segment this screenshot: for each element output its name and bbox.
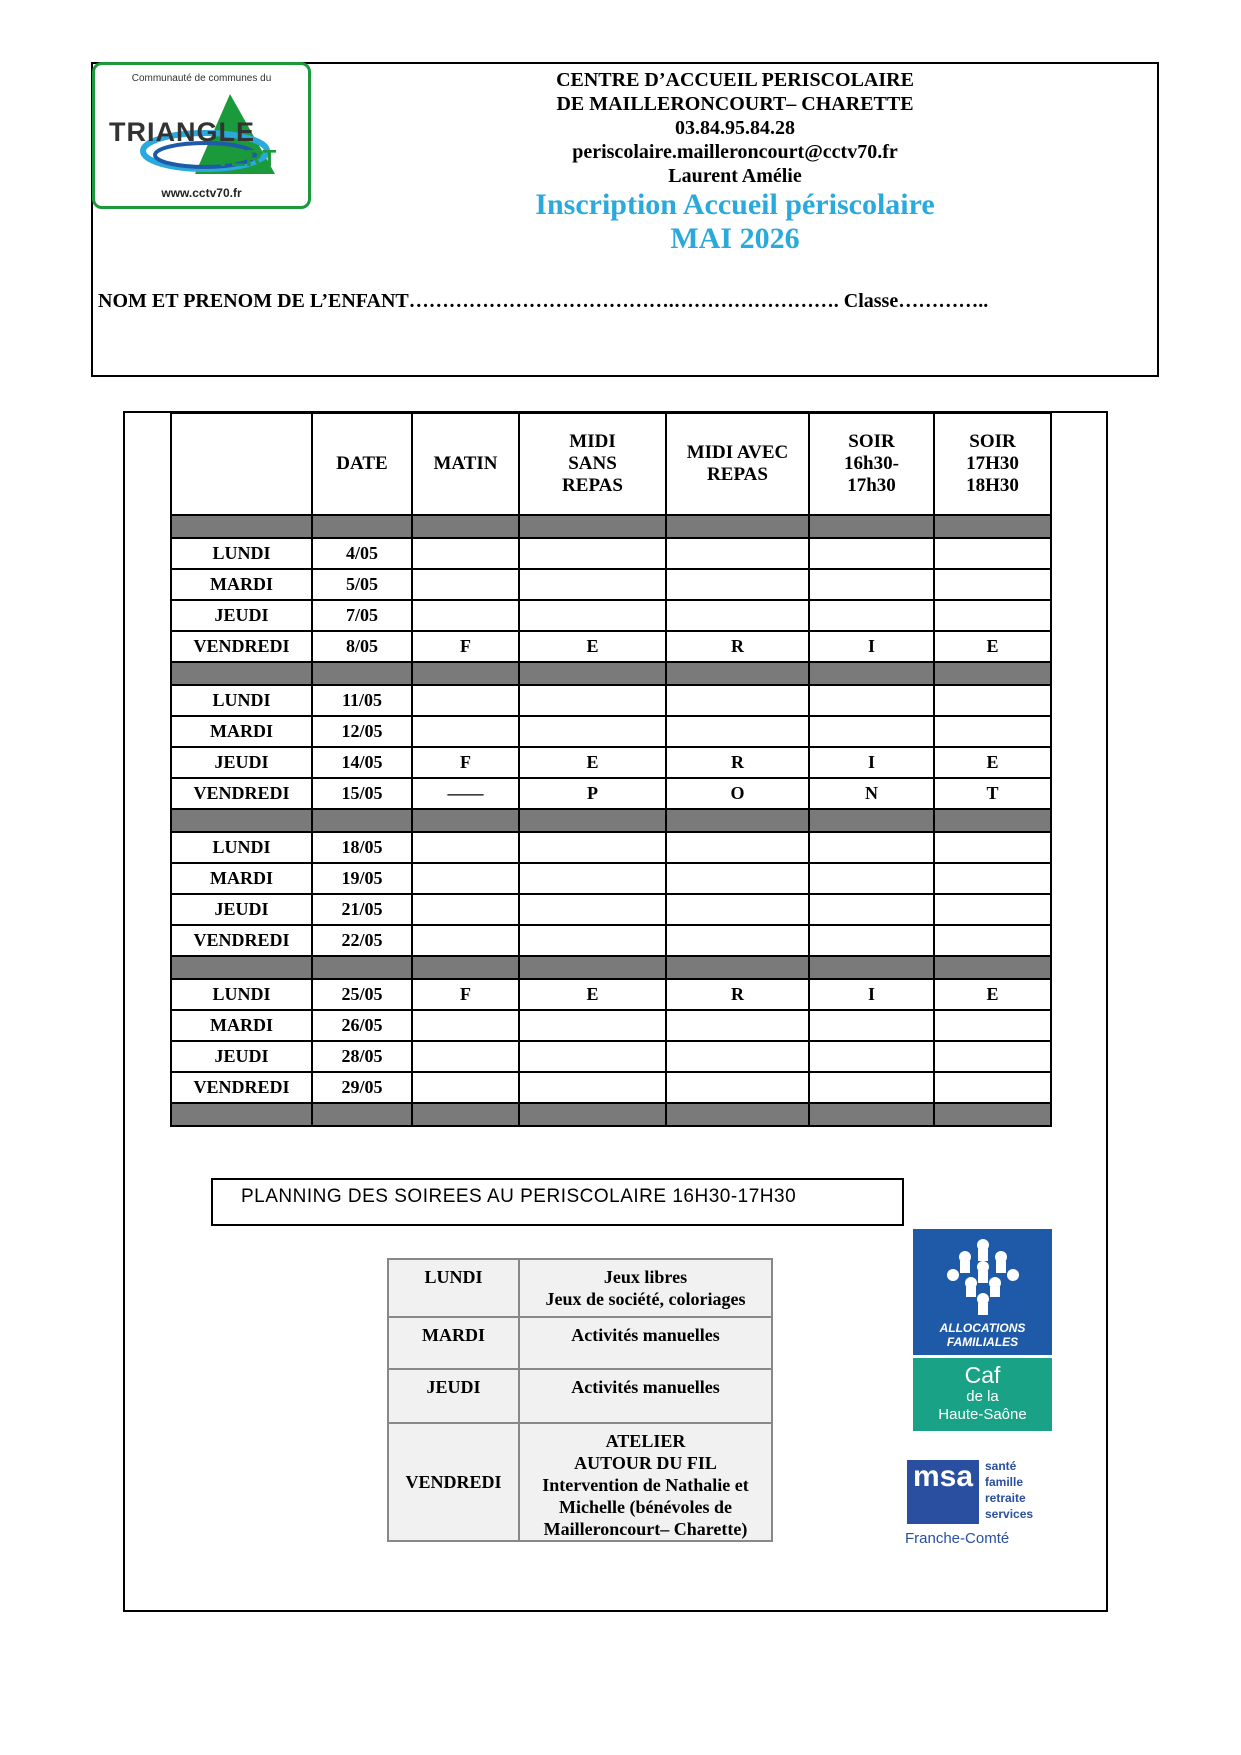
slot-cell[interactable] — [809, 894, 934, 925]
separator-cell — [171, 809, 312, 832]
triangle-vert-logo — [92, 62, 311, 209]
slot-cell[interactable] — [519, 569, 666, 600]
slot-cell: I — [809, 979, 934, 1010]
slot-cell[interactable] — [809, 1041, 934, 1072]
slot-cell[interactable] — [666, 894, 809, 925]
center-email[interactable]: periscolaire.mailleroncourt@cctv70.fr — [572, 141, 898, 163]
separator-cell — [809, 956, 934, 979]
day-cell: JEUDI — [171, 1041, 312, 1072]
slot-cell[interactable] — [934, 832, 1051, 863]
slot-cell[interactable] — [666, 832, 809, 863]
day-cell: LUNDI — [171, 685, 312, 716]
separator-cell — [934, 956, 1051, 979]
child-name-field[interactable]: NOM ET PRENOM DE L’ENFANT………………………………….……………………. Classe………….. — [98, 290, 989, 312]
table-row — [171, 716, 1051, 747]
slot-cell[interactable] — [809, 832, 934, 863]
slot-cell[interactable] — [412, 569, 519, 600]
slot-cell: R — [666, 979, 809, 1010]
date-cell: 8/05 — [312, 631, 412, 662]
slot-cell[interactable] — [519, 1041, 666, 1072]
table-row — [171, 1041, 1051, 1072]
slot-cell[interactable] — [934, 685, 1051, 716]
msa-word: retraite — [985, 1491, 1026, 1505]
slot-cell: E — [934, 631, 1051, 662]
column-header: MIDI AVEC REPAS — [666, 413, 809, 515]
separator-cell — [312, 809, 412, 832]
date-cell: 15/05 — [312, 778, 412, 809]
table-row — [171, 538, 1051, 569]
date-cell: 22/05 — [312, 925, 412, 956]
caf-line2: FAMILIALES — [946, 1335, 1019, 1349]
separator-cell — [312, 515, 412, 538]
caf-logo — [913, 1229, 1052, 1431]
slot-cell[interactable] — [666, 1072, 809, 1103]
date-cell: 18/05 — [312, 832, 412, 863]
slot-cell[interactable] — [666, 716, 809, 747]
separator-cell — [809, 515, 934, 538]
separator-cell — [666, 809, 809, 832]
schedule-table — [170, 412, 1052, 1127]
planning-row — [388, 1369, 772, 1423]
slot-cell[interactable] — [666, 538, 809, 569]
date-cell: 28/05 — [312, 1041, 412, 1072]
slot-cell[interactable] — [412, 1041, 519, 1072]
slot-cell[interactable] — [666, 685, 809, 716]
column-header: DATE — [312, 413, 412, 515]
day-cell: VENDREDI — [171, 778, 312, 809]
slot-cell: O — [666, 778, 809, 809]
slot-cell: —— — [412, 778, 519, 809]
week-separator-row — [171, 515, 1051, 538]
slot-cell: E — [934, 979, 1051, 1010]
table-row — [171, 569, 1051, 600]
column-header: SOIR 16h30- 17h30 — [809, 413, 934, 515]
slot-cell[interactable] — [934, 1072, 1051, 1103]
slot-cell: F — [412, 747, 519, 778]
slot-cell[interactable] — [519, 1010, 666, 1041]
slot-cell[interactable] — [412, 894, 519, 925]
center-contact: Laurent Amélie — [668, 165, 802, 187]
date-cell: 21/05 — [312, 894, 412, 925]
slot-cell[interactable] — [809, 685, 934, 716]
table-row — [171, 832, 1051, 863]
slot-cell[interactable] — [666, 1041, 809, 1072]
slot-cell: P — [519, 778, 666, 809]
date-cell: 4/05 — [312, 538, 412, 569]
logo-name-vert: VERT — [215, 145, 277, 171]
table-row — [171, 979, 1051, 1010]
separator-cell — [312, 956, 412, 979]
separator-cell — [934, 809, 1051, 832]
separator-cell — [519, 1103, 666, 1126]
separator-cell — [412, 956, 519, 979]
slot-cell[interactable] — [934, 925, 1051, 956]
slot-cell[interactable] — [412, 832, 519, 863]
day-cell: VENDREDI — [171, 925, 312, 956]
slot-cell: R — [666, 747, 809, 778]
table-row — [171, 925, 1051, 956]
date-cell: 14/05 — [312, 747, 412, 778]
week-separator-row — [171, 956, 1051, 979]
separator-cell — [519, 662, 666, 685]
separator-cell — [171, 1103, 312, 1126]
slot-cell[interactable] — [809, 538, 934, 569]
slot-cell: E — [519, 747, 666, 778]
date-cell: 7/05 — [312, 600, 412, 631]
slot-cell: T — [934, 778, 1051, 809]
slot-cell[interactable] — [934, 538, 1051, 569]
planning-day: JEUDI — [388, 1369, 519, 1423]
slot-cell[interactable] — [519, 894, 666, 925]
separator-cell — [519, 809, 666, 832]
separator-cell — [934, 515, 1051, 538]
planning-activity: Activités manuelles — [519, 1369, 772, 1423]
separator-cell — [171, 662, 312, 685]
table-row — [171, 1072, 1051, 1103]
separator-cell — [412, 662, 519, 685]
table-row — [171, 747, 1051, 778]
slot-cell[interactable] — [934, 894, 1051, 925]
slot-cell[interactable] — [934, 716, 1051, 747]
table-row — [171, 685, 1051, 716]
caf-sub2: Haute-Saône — [938, 1406, 1027, 1423]
separator-cell — [666, 1103, 809, 1126]
date-cell: 11/05 — [312, 685, 412, 716]
separator-cell — [519, 515, 666, 538]
planning-day: LUNDI — [388, 1259, 519, 1317]
msa-logo — [905, 1458, 1055, 1550]
msa-region: Franche-Comté — [905, 1530, 1010, 1547]
slot-cell[interactable] — [412, 1072, 519, 1103]
table-row — [171, 863, 1051, 894]
slot-cell[interactable] — [809, 1010, 934, 1041]
logo-name: TRIANGLE — [109, 117, 255, 147]
separator-cell — [934, 662, 1051, 685]
caf-name: Caf — [964, 1362, 1001, 1388]
separator-cell — [412, 809, 519, 832]
caf-sub1: de la — [966, 1388, 999, 1405]
slot-cell[interactable] — [519, 925, 666, 956]
separator-cell — [519, 956, 666, 979]
day-cell: LUNDI — [171, 832, 312, 863]
planning-row — [388, 1317, 772, 1369]
day-cell: JEUDI — [171, 600, 312, 631]
separator-cell — [809, 1103, 934, 1126]
separator-cell — [666, 515, 809, 538]
slot-cell[interactable] — [934, 569, 1051, 600]
day-cell: JEUDI — [171, 747, 312, 778]
planning-activity: Activités manuelles — [519, 1317, 772, 1369]
slot-cell[interactable] — [412, 600, 519, 631]
table-row — [171, 778, 1051, 809]
slot-cell[interactable] — [412, 538, 519, 569]
separator-cell — [312, 662, 412, 685]
page-month: MAI 2026 — [670, 222, 800, 255]
slot-cell: E — [519, 631, 666, 662]
slot-cell: R — [666, 631, 809, 662]
day-cell: LUNDI — [171, 538, 312, 569]
separator-cell — [809, 662, 934, 685]
table-row — [171, 600, 1051, 631]
date-cell: 25/05 — [312, 979, 412, 1010]
logo-top-text: Communauté de communes du — [131, 73, 272, 84]
date-cell: 12/05 — [312, 716, 412, 747]
msa-mark: msa — [907, 1460, 979, 1524]
slot-cell[interactable] — [666, 863, 809, 894]
separator-cell — [666, 956, 809, 979]
slot-cell[interactable] — [809, 1072, 934, 1103]
planning-row — [388, 1423, 772, 1541]
day-cell: MARDI — [171, 716, 312, 747]
slot-cell[interactable] — [412, 863, 519, 894]
slot-cell[interactable] — [412, 925, 519, 956]
planning-activity: Jeux libres Jeux de société, coloriages — [519, 1259, 772, 1317]
planning-day: MARDI — [388, 1317, 519, 1369]
day-cell: MARDI — [171, 569, 312, 600]
slot-cell[interactable] — [934, 863, 1051, 894]
slot-cell: F — [412, 631, 519, 662]
slot-cell[interactable] — [519, 832, 666, 863]
slot-cell[interactable] — [666, 1010, 809, 1041]
slot-cell[interactable] — [809, 863, 934, 894]
separator-cell — [412, 515, 519, 538]
slot-cell: F — [412, 979, 519, 1010]
date-cell: 29/05 — [312, 1072, 412, 1103]
slot-cell[interactable] — [666, 600, 809, 631]
slot-cell[interactable] — [519, 863, 666, 894]
slot-cell[interactable] — [809, 925, 934, 956]
slot-cell[interactable] — [666, 925, 809, 956]
slot-cell[interactable] — [934, 600, 1051, 631]
column-header: MIDI SANS REPAS — [519, 413, 666, 515]
separator-cell — [171, 515, 312, 538]
slot-cell[interactable] — [412, 716, 519, 747]
slot-cell[interactable] — [666, 569, 809, 600]
slot-cell[interactable] — [934, 1010, 1051, 1041]
planning-row — [388, 1259, 772, 1317]
week-separator-row — [171, 662, 1051, 685]
slot-cell: E — [519, 979, 666, 1010]
center-phone: 03.84.95.84.28 — [675, 117, 795, 139]
schedule-header-row — [171, 413, 1051, 515]
day-cell: MARDI — [171, 1010, 312, 1041]
separator-cell — [666, 662, 809, 685]
separator-cell — [171, 956, 312, 979]
center-name-1: CENTRE D’ACCUEIL PERISCOLAIRE — [556, 69, 914, 91]
separator-cell — [312, 1103, 412, 1126]
msa-word: santé — [985, 1459, 1017, 1473]
slot-cell[interactable] — [519, 600, 666, 631]
day-cell: VENDREDI — [171, 631, 312, 662]
slot-cell[interactable] — [809, 716, 934, 747]
family-figures-icon — [945, 1237, 1021, 1317]
column-header — [171, 413, 312, 515]
column-header: MATIN — [412, 413, 519, 515]
slot-cell: I — [809, 631, 934, 662]
planning-table — [387, 1258, 773, 1542]
date-cell: 26/05 — [312, 1010, 412, 1041]
slot-cell[interactable] — [519, 685, 666, 716]
date-cell: 5/05 — [312, 569, 412, 600]
table-row — [171, 631, 1051, 662]
planning-day: VENDREDI — [388, 1423, 519, 1541]
slot-cell[interactable] — [809, 569, 934, 600]
planning-activity: ATELIER AUTOUR DU FIL Intervention de Nathalie et Michelle (bénévoles de Mailleroncourt– Charette) — [519, 1423, 772, 1541]
planning-title: PLANNING DES SOIREES AU PERISCOLAIRE 16H30-17H30 — [211, 1178, 904, 1226]
day-cell: JEUDI — [171, 894, 312, 925]
day-cell: MARDI — [171, 863, 312, 894]
day-cell: LUNDI — [171, 979, 312, 1010]
logo-url: www.cctv70.fr — [161, 186, 242, 200]
slot-cell[interactable] — [519, 716, 666, 747]
center-name-2: DE MAILLERONCOURT– CHARETTE — [556, 93, 914, 115]
week-separator-row — [171, 1103, 1051, 1126]
msa-word: famille — [985, 1475, 1024, 1489]
slot-cell: I — [809, 747, 934, 778]
separator-cell — [934, 1103, 1051, 1126]
column-header: SOIR 17H30 18H30 — [934, 413, 1051, 515]
slot-cell: N — [809, 778, 934, 809]
slot-cell[interactable] — [412, 1010, 519, 1041]
separator-cell — [809, 809, 934, 832]
slot-cell[interactable] — [412, 685, 519, 716]
slot-cell[interactable] — [934, 1041, 1051, 1072]
slot-cell[interactable] — [519, 538, 666, 569]
week-separator-row — [171, 809, 1051, 832]
caf-line1: ALLOCATIONS — [939, 1321, 1026, 1335]
day-cell: VENDREDI — [171, 1072, 312, 1103]
slot-cell[interactable] — [519, 1072, 666, 1103]
table-row — [171, 1010, 1051, 1041]
table-row — [171, 894, 1051, 925]
slot-cell: E — [934, 747, 1051, 778]
date-cell: 19/05 — [312, 863, 412, 894]
separator-cell — [412, 1103, 519, 1126]
slot-cell[interactable] — [809, 600, 934, 631]
page-title: Inscription Accueil périscolaire — [535, 188, 935, 221]
msa-word: services — [985, 1507, 1034, 1521]
